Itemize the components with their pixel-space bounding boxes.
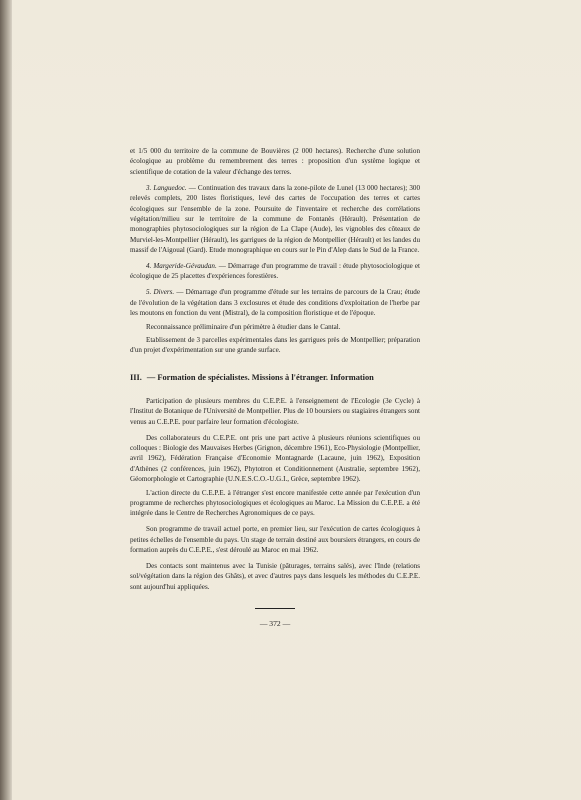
paragraph-languedoc [130,183,420,256]
paragraph-margeride [130,261,420,282]
section-number: III. [130,372,142,382]
footer-rule [255,608,295,609]
paragraph-divers [130,287,420,318]
page-text [130,146,420,630]
languedoc-text: — Continuation des travaux dans la zone-pilote de Lunel (13 000 hectares); 300 relevés complets, 200 listes floristiques, levé des cartes de l'occupation des terres et cartes écologiques sur l'ensemble de la zone. Poursuite de l'inventaire et recherche des corrélations végétation/milieu sur le territoire de la commune de Fontanès (Hérault). Présentation de monographies phytosociologiques sur la région de La Clape (Aude), les vignobles des côteaux de Murviel-les-Montpellier (Hérault), les garrigues de la région de Montpellier (Hérault) et les landes du massif de l'Aigoual (Gard). Etude monographique en cours sur le Pin d'Alep dans le Sud de la France. [130,183,420,255]
section-title: — Formation de spécialistes. Missions à l'étranger. Information [146,372,374,382]
paragraph-collaborateurs: Des collaborateurs du C.E.P.E. ont pris une part active à plusieurs réunions scientifiques ou colloques : Biologie des Mauvaises Herbes (Grignon, décembre 1961), Eco-Physiologie (Montpellier, avril 1962), Fédération Française d'Economie Montagnarde (Lacaune, juin 1962), Exposition d'Athènes (2 conférences, juin 1962), Phytotron et Conditionnement (Australie, septembre 1962), Géomorphologie et Cartographie (U.N.E.S.C.O.-U.G.I., Grèce, septembre 1962). [130,433,420,484]
paragraph-participation: Participation de plusieurs membres du C.E.P.E. à l'enseignement de l'Ecologie (3e Cycle) à l'Institut de Botanique de l'Université de Montpellier. Plus de 10 boursiers ou stagiaires étrangers sont venus au C.E.P.E. pour parfaire leur formation d'écologiste. [130,396,420,426]
section-heading [130,372,420,383]
page-number: — 372 — [259,619,291,629]
paragraph-etablissement: Etablissement de 3 parcelles expérimentales dans les garrigues près de Montpellier; préparation d'un projet d'expérimentation sur une grande surface. [130,336,420,355]
languedoc-label: 3. Languedoc. [146,183,187,192]
paragraph-action: L'action directe du C.E.P.E. à l'étranger s'est encore manifestée cette année par l'exécution d'un programme de recherches phytosociologiques et écologiques au Maroc. La Mission du C.E.P.E. a été intégrée dans le Centre de Recherches Agronomiques de ce pays. [130,488,420,518]
paragraph-programme: Son programme de travail actuel porte, en premier lieu, sur l'exécution de cartes écologiques à petites échelles de l'ensemble du pays. Un stage de terrain destiné aux boursiers étrangers, en cours de formation auprès du C.E.P.E., s'est déroulé au Maroc en mai 1962. [130,525,420,555]
divers-text: — Démarrage d'un programme d'étude sur les terrains de parcours de la Crau; étude de l'évolution de la végétation dans 3 exclosures et étude des conditions d'exploitation de l'herbe par les moutons en fonction du vent (Mistral), de la composition floristique et de l'époque. [130,288,420,318]
book-binding-shadow [0,0,12,800]
margeride-label: 4. Margeride-Gévaudan. [146,262,217,271]
divers-label: 5. Divers. [146,288,175,297]
margeride-text: — Démarrage d'un programme de travail : étude phytosociologique et écologique de 25 placettes d'expériences forestières. [130,262,420,281]
paragraph-bouvieres: et 1/5 000 du territoire de la commune de Bouvières (2 000 hectares). Recherche d'une solution écologique au problème du remembrement des terres : proposition d'un système logique et scientifique de cotation de la valeur d'échange des terres. [130,147,420,176]
paragraph-contacts: Des contacts sont maintenus avec la Tunisie (pâturages, terrains salés), avec l'Inde (relations sol/végétation dans la région des Ghâts), et avec d'autres pays dans lesquels les méthodes du C.E.P.E. sont aujourd'hui appliquées. [130,562,420,591]
paragraph-cantal: Reconnaissance préliminaire d'un périmètre à étudier dans le Cantal. [146,322,341,331]
